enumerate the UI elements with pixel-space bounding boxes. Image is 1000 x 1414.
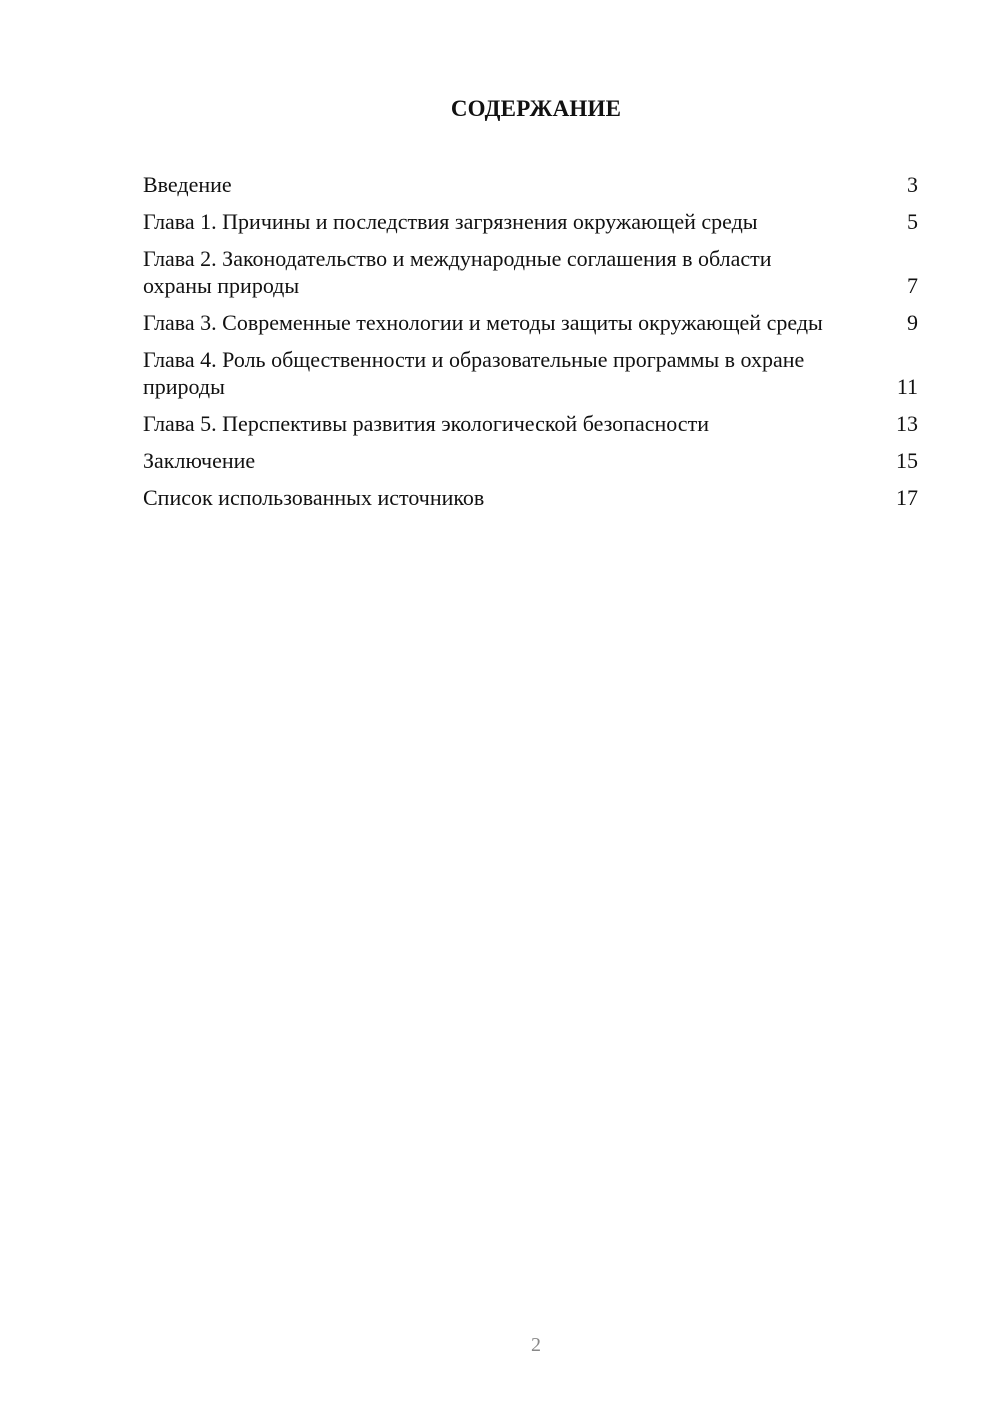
toc-entry-page: 9 <box>907 310 918 335</box>
toc-entry-text: Глава 5. Перспективы развития экологической безопасности <box>143 411 709 436</box>
toc-entry-page: 3 <box>907 172 918 197</box>
toc-entry-page: 7 <box>907 273 918 298</box>
toc-entry-chapter-4[interactable] <box>143 346 918 400</box>
toc-title: СОДЕРЖАНИЕ <box>450 96 622 121</box>
toc-entry-page: 5 <box>907 209 918 234</box>
toc-list <box>143 171 918 521</box>
toc-entry-text: Введение <box>143 172 232 197</box>
toc-entry-text: Глава 4. Роль общественности и образовательные программы в охране природы <box>143 347 805 399</box>
toc-entry-text: Глава 3. Современные технологии и методы защиты окружающей среды <box>143 310 823 335</box>
toc-entry-page: 17 <box>896 485 918 510</box>
toc-entry-chapter-3[interactable] <box>143 309 918 336</box>
page-number: 2 <box>531 1334 541 1356</box>
toc-entry-page: 11 <box>896 374 918 399</box>
toc-entry-chapter-1[interactable] <box>143 208 918 235</box>
toc-entry-text: Глава 2. Законодательство и международные соглашения в области охраны природы <box>143 246 772 298</box>
toc-entry-introduction[interactable] <box>143 171 918 198</box>
toc-entry-text: Список использованных источников <box>143 485 485 510</box>
toc-entry-conclusion[interactable] <box>143 447 918 474</box>
toc-entry-text: Глава 1. Причины и последствия загрязнения окружающей среды <box>143 209 758 234</box>
toc-entry-text: Заключение <box>143 448 256 473</box>
toc-entry-chapter-5[interactable] <box>143 410 918 437</box>
toc-entry-page: 13 <box>896 411 918 436</box>
toc-entry-page: 15 <box>896 448 918 473</box>
toc-entry-references[interactable] <box>143 484 918 511</box>
toc-entry-chapter-2[interactable] <box>143 245 918 299</box>
